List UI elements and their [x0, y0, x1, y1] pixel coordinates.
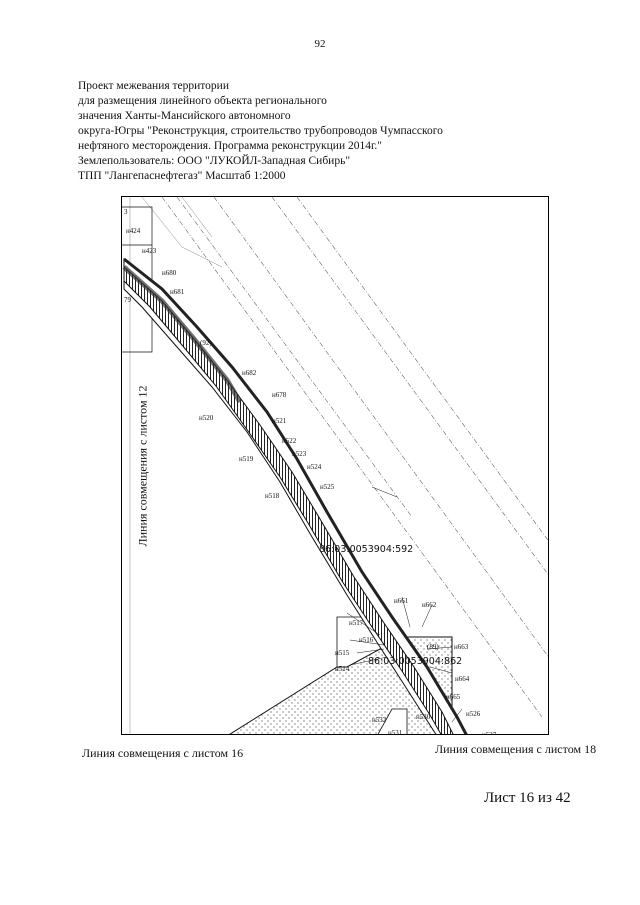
header-line: Землепользователь: ООО "ЛУКОЙЛ-Западная Сибирь"	[78, 155, 351, 167]
point-label: н423	[142, 247, 157, 255]
header-block	[78, 79, 518, 184]
parcel-label: (92)	[200, 339, 212, 347]
point-label: н663	[454, 643, 469, 651]
point-label: н682	[242, 369, 257, 377]
point-label: н526	[466, 710, 481, 718]
header-line: Проект межевания территории	[78, 80, 229, 92]
point-label: н532	[372, 716, 387, 724]
header-line: округа-Югры "Реконструкция, строительство трубопроводов Чумпасского	[78, 125, 443, 137]
map-drawing	[122, 197, 549, 735]
corner-label: 79	[124, 296, 131, 304]
header-line: для размещения линейного объекта регионального	[78, 95, 327, 107]
corner-label: 3	[124, 208, 128, 216]
point-label: н521	[272, 417, 287, 425]
point-label: н424	[126, 227, 141, 235]
point-label: н665	[446, 693, 461, 701]
point-label: н662	[422, 601, 437, 609]
sheet-number: Лист 16 из 42	[484, 790, 571, 806]
point-label: н527	[482, 731, 497, 736]
header-line: значения Ханты-Мансийского автономного	[78, 110, 291, 122]
matchline-sheet-18: Линия совмещения с листом 18	[435, 742, 597, 756]
point-label: н518	[265, 492, 280, 500]
point-label: н522	[282, 437, 297, 445]
point-label: н516	[359, 636, 374, 644]
point-label: н681	[170, 288, 185, 296]
point-label: н517	[349, 619, 364, 627]
point-label: н678	[272, 391, 287, 399]
header-line: ТПП "Лангепаснефтегаз" Масштаб 1:2000	[78, 170, 286, 182]
point-label: н530	[416, 713, 431, 721]
parcel-label: 86:03:0053904:862	[368, 656, 463, 667]
point-label: н519	[239, 455, 254, 463]
point-label: н524	[307, 463, 322, 471]
parcel-label: (89)	[427, 643, 439, 651]
page-number: 92	[314, 38, 326, 50]
point-label: н680	[162, 269, 177, 277]
matchline-sheet-12: Линия совмещения с листом 12	[135, 385, 150, 547]
point-label: н525	[320, 483, 335, 491]
point-label: н664	[455, 675, 470, 683]
survey-map	[121, 196, 549, 735]
parcel-label: 86:03:0053904:592	[319, 544, 414, 555]
point-label: н523	[292, 450, 307, 458]
matchline-sheet-16: Линия совмещения с листом 16	[82, 746, 244, 760]
dashed-boundaries	[162, 197, 549, 717]
point-label: н531	[388, 729, 403, 736]
point-label: н520	[199, 414, 214, 422]
point-label: н514	[335, 665, 350, 673]
point-label: н515	[335, 649, 350, 657]
header-line: нефтяного месторождения. Программа реконструкции 2014г."	[78, 140, 382, 152]
point-label: н661	[394, 597, 409, 605]
